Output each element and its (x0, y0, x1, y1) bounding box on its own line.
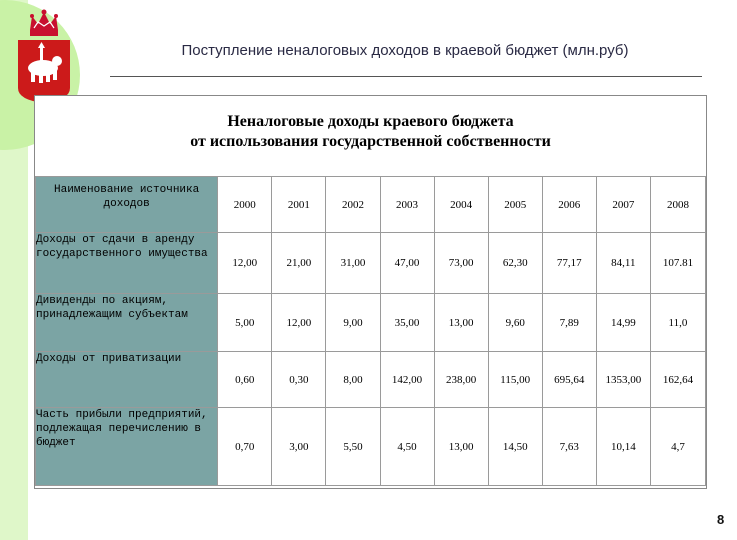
value-cell: 77,17 (542, 233, 596, 294)
value-cell: 238,00 (434, 352, 488, 408)
value-cell: 7,63 (542, 408, 596, 486)
year-header-cell: 2006 (542, 177, 596, 233)
value-cell: 142,00 (380, 352, 434, 408)
value-cell: 12,00 (218, 233, 272, 294)
value-cell: 0,70 (218, 408, 272, 486)
value-cell: 5,50 (326, 408, 380, 486)
value-cell: 7,89 (542, 294, 596, 352)
value-cell: 162,64 (650, 352, 705, 408)
table-heading-line-2: от использования государственной собственности (190, 133, 551, 150)
value-cell: 9,60 (488, 294, 542, 352)
row-label-cell: Дивиденды по акциям, принадлежащим субъектам (36, 294, 218, 352)
value-cell: 84,11 (596, 233, 650, 294)
value-cell: 8,00 (326, 352, 380, 408)
value-cell: 73,00 (434, 233, 488, 294)
value-cell: 31,00 (326, 233, 380, 294)
value-cell: 695,64 (542, 352, 596, 408)
value-cell: 115,00 (488, 352, 542, 408)
page-number: 8 (717, 512, 725, 527)
table-row (36, 352, 706, 408)
value-cell: 9,00 (326, 294, 380, 352)
year-header-cell: 2004 (434, 177, 488, 233)
row-label-cell: Часть прибыли предприятий, подлежащая перечислению в бюджет (36, 408, 218, 486)
header-label-cell: Наименование источника доходов (36, 177, 218, 233)
table-row (36, 294, 706, 352)
table-heading-line-1: Неналоговые доходы краевого бюджета (227, 113, 514, 130)
year-header-cell: 2005 (488, 177, 542, 233)
value-cell: 35,00 (380, 294, 434, 352)
header-row (36, 177, 706, 233)
value-cell: 0,60 (218, 352, 272, 408)
value-cell: 0,30 (272, 352, 326, 408)
slide-title: Поступление неналоговых доходов в краевой бюджет (млн.руб) (181, 42, 629, 59)
year-header-cell: 2003 (380, 177, 434, 233)
value-cell: 14,50 (488, 408, 542, 486)
value-cell: 4,7 (650, 408, 705, 486)
value-cell: 3,00 (272, 408, 326, 486)
value-cell: 47,00 (380, 233, 434, 294)
table-row (36, 408, 706, 486)
value-cell: 107.81 (650, 233, 705, 294)
value-cell: 13,00 (434, 294, 488, 352)
value-cell: 11,0 (650, 294, 705, 352)
value-cell: 62,30 (488, 233, 542, 294)
value-cell: 14,99 (596, 294, 650, 352)
row-label-cell: Доходы от приватизации (36, 352, 218, 408)
value-cell: 13,00 (434, 408, 488, 486)
coat-of-arms-icon (16, 8, 72, 104)
title-divider (110, 76, 702, 77)
year-header-cell: 2000 (218, 177, 272, 233)
value-cell: 10,14 (596, 408, 650, 486)
year-header-cell: 2001 (272, 177, 326, 233)
year-header-cell: 2007 (596, 177, 650, 233)
value-cell: 4,50 (380, 408, 434, 486)
year-header-cell: 2002 (326, 177, 380, 233)
table-row (36, 233, 706, 294)
crown-icon (30, 10, 58, 37)
row-label-cell: Доходы от сдачи в аренду государственного имущества (36, 233, 218, 294)
year-header-cell: 2008 (650, 177, 705, 233)
table-frame (34, 95, 707, 489)
value-cell: 12,00 (272, 294, 326, 352)
table-heading (35, 112, 706, 152)
value-cell: 1353,00 (596, 352, 650, 408)
value-cell: 21,00 (272, 233, 326, 294)
income-table (35, 176, 706, 486)
value-cell: 5,00 (218, 294, 272, 352)
